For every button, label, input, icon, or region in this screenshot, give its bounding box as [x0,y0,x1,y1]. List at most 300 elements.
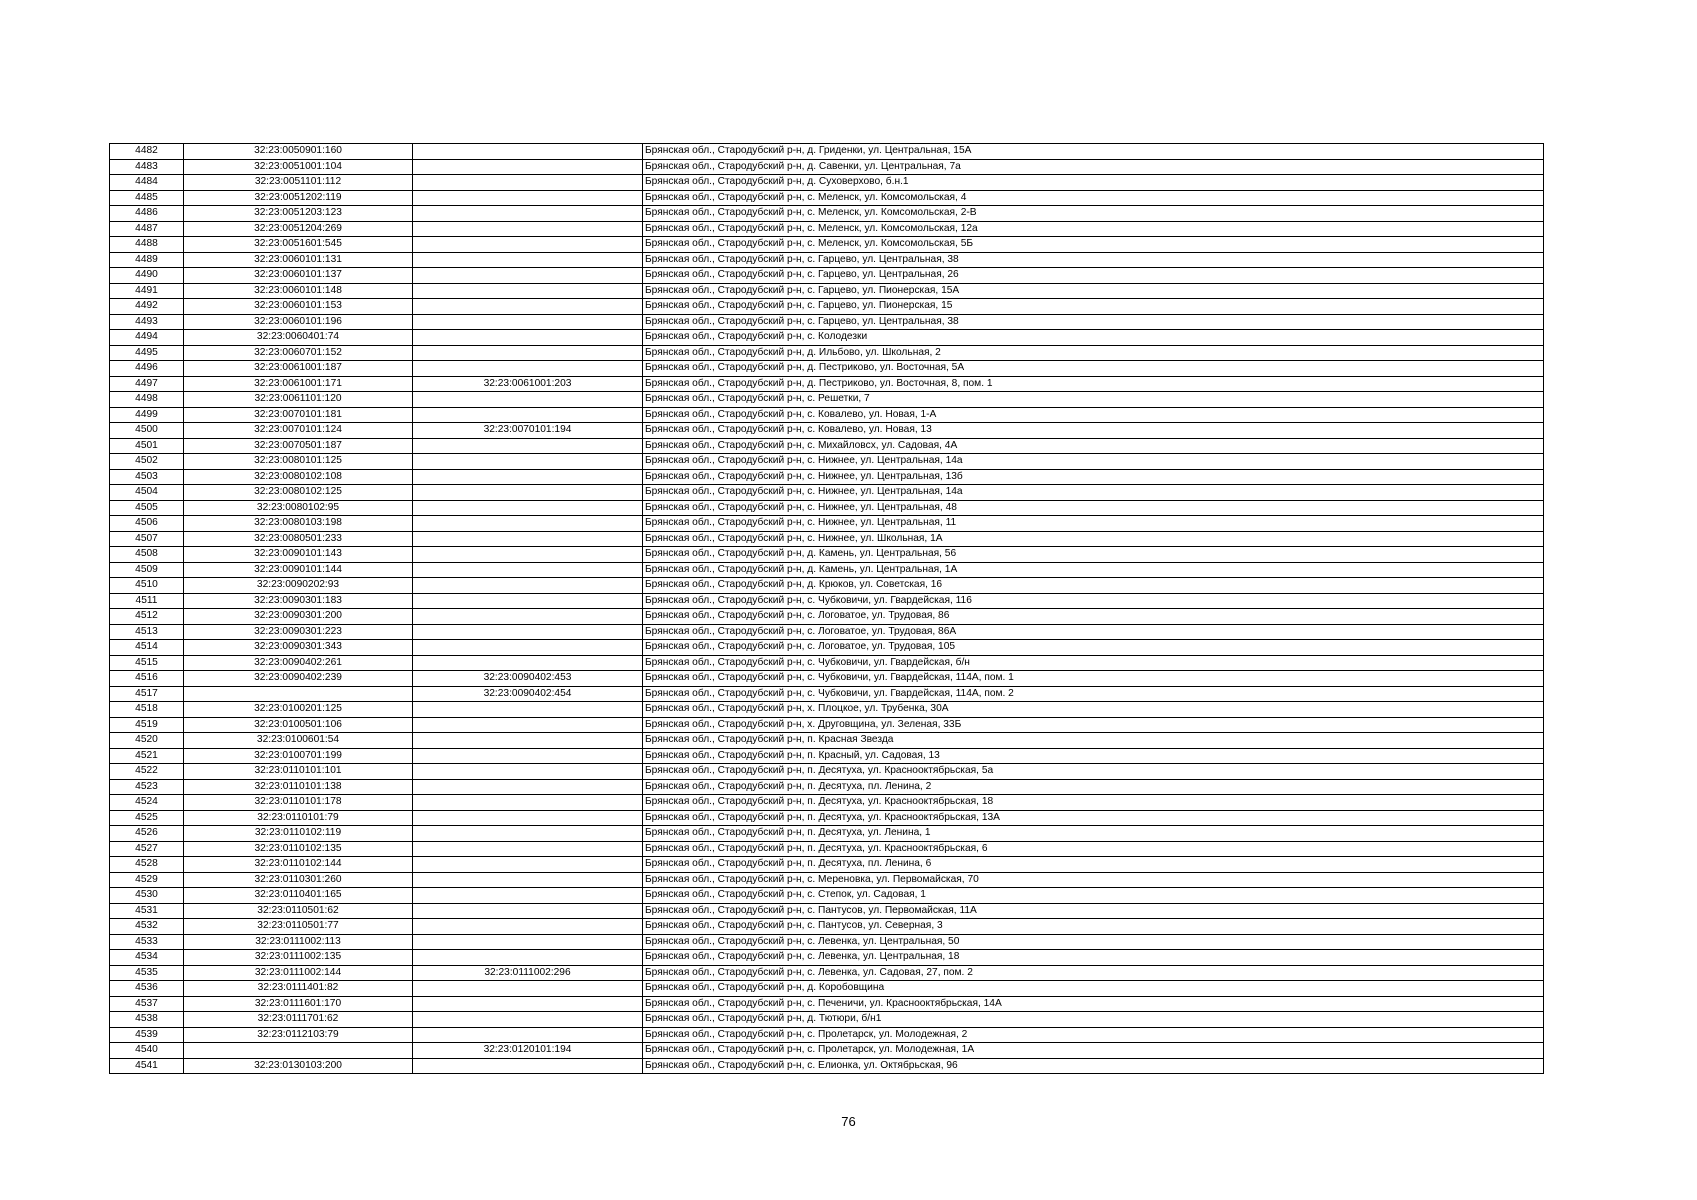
row-number-cell: 4510 [110,578,184,594]
cadastral-number-cell: 32:23:0110501:77 [184,919,413,935]
table-row [110,1058,1544,1074]
cadastral-number-cell: 32:23:0050901:160 [184,144,413,160]
table-row [110,175,1544,191]
cadastral-number-cell: 32:23:0080501:233 [184,531,413,547]
related-cadastral-number-cell [413,252,643,268]
row-number-cell: 4500 [110,423,184,439]
cadastral-number-cell: 32:23:0110101:101 [184,764,413,780]
cadastral-number-cell: 32:23:0110102:135 [184,841,413,857]
row-number-cell: 4503 [110,469,184,485]
cadastral-number-cell: 32:23:0060101:137 [184,268,413,284]
address-cell: Брянская обл., Стародубский р-н, с. Логоватое, ул. Трудовая, 86 [643,609,1544,625]
table-row [110,919,1544,935]
address-cell: Брянская обл., Стародубский р-н, с. Колодезки [643,330,1544,346]
row-number-cell: 4494 [110,330,184,346]
related-cadastral-number-cell [413,562,643,578]
cadastral-number-cell: 32:23:0110301:260 [184,872,413,888]
row-number-cell: 4508 [110,547,184,563]
cadastral-number-cell: 32:23:0080102:125 [184,485,413,501]
address-cell: Брянская обл., Стародубский р-н, п. Десятуха, ул. Ленина, 1 [643,826,1544,842]
cadastral-number-cell: 32:23:0110101:178 [184,795,413,811]
address-cell: Брянская обл., Стародубский р-н, с. Ковалево, ул. Новая, 1-А [643,407,1544,423]
row-number-cell: 4509 [110,562,184,578]
cadastral-number-cell: 32:23:0080101:125 [184,454,413,470]
table-row [110,237,1544,253]
related-cadastral-number-cell [413,919,643,935]
cadastral-number-cell: 32:23:0111601:170 [184,996,413,1012]
row-number-cell: 4484 [110,175,184,191]
cadastral-number-cell: 32:23:0090301:223 [184,624,413,640]
row-number-cell: 4530 [110,888,184,904]
related-cadastral-number-cell [413,888,643,904]
table-row [110,655,1544,671]
cadastral-number-cell: 32:23:0090301:343 [184,640,413,656]
row-number-cell: 4535 [110,965,184,981]
row-number-cell: 4534 [110,950,184,966]
cadastral-number-cell: 32:23:0080103:198 [184,516,413,532]
address-cell: Брянская обл., Стародубский р-н, п. Десятуха, пл. Ленина, 6 [643,857,1544,873]
address-cell: Брянская обл., Стародубский р-н, с. Нижнее, ул. Центральная, 11 [643,516,1544,532]
row-number-cell: 4540 [110,1043,184,1059]
related-cadastral-number-cell: 32:23:0120101:194 [413,1043,643,1059]
row-number-cell: 4493 [110,314,184,330]
table-row [110,1027,1544,1043]
row-number-cell: 4506 [110,516,184,532]
cadastral-number-cell: 32:23:0060401:74 [184,330,413,346]
address-cell: Брянская обл., Стародубский р-н, д. Крюков, ул. Советская, 16 [643,578,1544,594]
table-row [110,206,1544,222]
row-number-cell: 4487 [110,221,184,237]
cadastral-number-cell: 32:23:0110101:79 [184,810,413,826]
row-number-cell: 4482 [110,144,184,160]
related-cadastral-number-cell [413,268,643,284]
table-row [110,438,1544,454]
related-cadastral-number-cell [413,500,643,516]
table-row [110,857,1544,873]
table-row [110,485,1544,501]
address-cell: Брянская обл., Стародубский р-н, с. Степок, ул. Садовая, 1 [643,888,1544,904]
address-cell: Брянская обл., Стародубский р-н, с. Чубковичи, ул. Гвардейская, б/н [643,655,1544,671]
cadastral-number-cell: 32:23:0051203:123 [184,206,413,222]
table-row [110,345,1544,361]
cadastral-number-cell: 32:23:0111401:82 [184,981,413,997]
related-cadastral-number-cell [413,717,643,733]
cadastral-number-cell: 32:23:0112103:79 [184,1027,413,1043]
address-cell: Брянская обл., Стародубский р-н, с. Михайловсх, ул. Садовая, 4А [643,438,1544,454]
table-row [110,996,1544,1012]
table-row [110,144,1544,160]
address-cell: Брянская обл., Стародубский р-н, п. Десятуха, пл. Ленина, 2 [643,779,1544,795]
table-row [110,562,1544,578]
cadastral-number-cell: 32:23:0070101:181 [184,407,413,423]
related-cadastral-number-cell [413,485,643,501]
related-cadastral-number-cell: 32:23:0090402:453 [413,671,643,687]
related-cadastral-number-cell [413,981,643,997]
cadastral-number-cell [184,686,413,702]
table-row [110,593,1544,609]
cadastral-number-cell [184,1043,413,1059]
related-cadastral-number-cell [413,779,643,795]
cadastral-number-cell: 32:23:0051204:269 [184,221,413,237]
table-row [110,779,1544,795]
address-cell: Брянская обл., Стародубский р-н, с. Нижнее, ул. Центральная, 48 [643,500,1544,516]
cadastral-number-cell: 32:23:0080102:108 [184,469,413,485]
address-cell: Брянская обл., Стародубский р-н, с. Нижнее, ул. Школьная, 1А [643,531,1544,547]
row-number-cell: 4491 [110,283,184,299]
row-number-cell: 4502 [110,454,184,470]
row-number-cell: 4516 [110,671,184,687]
row-number-cell: 4483 [110,159,184,175]
address-cell: Брянская обл., Стародубский р-н, д. Камень, ул. Центральная, 1А [643,562,1544,578]
related-cadastral-number-cell [413,547,643,563]
address-cell: Брянская обл., Стародубский р-н, д. Савенки, ул. Центральная, 7а [643,159,1544,175]
table-row [110,872,1544,888]
table-row [110,190,1544,206]
related-cadastral-number-cell [413,407,643,423]
page-number: 76 [841,1114,856,1129]
address-cell: Брянская обл., Стародубский р-н, с. Гарцево, ул. Центральная, 38 [643,314,1544,330]
address-cell: Брянская обл., Стародубский р-н, д. Пестриково, ул. Восточная, 8, пом. 1 [643,376,1544,392]
address-cell: Брянская обл., Стародубский р-н, с. Чубковичи, ул. Гвардейская, 116 [643,593,1544,609]
related-cadastral-number-cell [413,640,643,656]
cadastral-number-cell: 32:23:0110501:62 [184,903,413,919]
row-number-cell: 4515 [110,655,184,671]
cadastral-number-cell: 32:23:0090301:200 [184,609,413,625]
address-cell: Брянская обл., Стародубский р-н, с. Меленск, ул. Комсомольская, 4 [643,190,1544,206]
related-cadastral-number-cell [413,733,643,749]
row-number-cell: 4504 [110,485,184,501]
address-cell: Брянская обл., Стародубский р-н, с. Гарцево, ул. Центральная, 38 [643,252,1544,268]
table-row [110,1012,1544,1028]
address-cell: Брянская обл., Стародубский р-н, с. Левенка, ул. Центральная, 18 [643,950,1544,966]
cadastral-number-cell: 32:23:0051101:112 [184,175,413,191]
row-number-cell: 4498 [110,392,184,408]
related-cadastral-number-cell [413,624,643,640]
cadastral-number-cell: 32:23:0090202:93 [184,578,413,594]
row-number-cell: 4488 [110,237,184,253]
related-cadastral-number-cell [413,283,643,299]
cadastral-number-cell: 32:23:0061101:120 [184,392,413,408]
row-number-cell: 4532 [110,919,184,935]
address-cell: Брянская обл., Стародубский р-н, с. Меленск, ул. Комсомольская, 2-В [643,206,1544,222]
table-row [110,950,1544,966]
related-cadastral-number-cell [413,841,643,857]
address-cell: Брянская обл., Стародубский р-н, п. Десятуха, ул. Краснооктябрьская, 6 [643,841,1544,857]
row-number-cell: 4514 [110,640,184,656]
related-cadastral-number-cell: 32:23:0070101:194 [413,423,643,439]
table-row [110,376,1544,392]
table-row [110,810,1544,826]
table-row [110,516,1544,532]
row-number-cell: 4507 [110,531,184,547]
row-number-cell: 4528 [110,857,184,873]
related-cadastral-number-cell: 32:23:0061001:203 [413,376,643,392]
address-cell: Брянская обл., Стародубский р-н, с. Нижнее, ул. Центральная, 14а [643,454,1544,470]
property-table [109,143,1544,1074]
cadastral-number-cell: 32:23:0060101:131 [184,252,413,268]
cadastral-number-cell: 32:23:0090402:239 [184,671,413,687]
table-row [110,717,1544,733]
address-cell: Брянская обл., Стародубский р-н, с. Меленск, ул. Комсомольская, 5Б [643,237,1544,253]
row-number-cell: 4536 [110,981,184,997]
row-number-cell: 4541 [110,1058,184,1074]
address-cell: Брянская обл., Стародубский р-н, с. Гарцево, ул. Пионерская, 15А [643,283,1544,299]
row-number-cell: 4523 [110,779,184,795]
table-row [110,748,1544,764]
address-cell: Брянская обл., Стародубский р-н, д. Камень, ул. Центральная, 56 [643,547,1544,563]
related-cadastral-number-cell [413,531,643,547]
row-number-cell: 4517 [110,686,184,702]
table-row [110,702,1544,718]
cadastral-number-cell: 32:23:0110401:165 [184,888,413,904]
related-cadastral-number-cell [413,144,643,160]
address-cell: Брянская обл., Стародубский р-н, с. Нижнее, ул. Центральная, 14а [643,485,1544,501]
address-cell: Брянская обл., Стародубский р-н, с. Пролетарск, ул. Молодежная, 2 [643,1027,1544,1043]
address-cell: Брянская обл., Стародубский р-н, с. Печеничи, ул. Краснооктябрьская, 14А [643,996,1544,1012]
address-cell: Брянская обл., Стародубский р-н, п. Десятуха, ул. Краснооктябрьская, 5а [643,764,1544,780]
row-number-cell: 4505 [110,500,184,516]
address-cell: Брянская обл., Стародубский р-н, с. Логоватое, ул. Трудовая, 105 [643,640,1544,656]
table-row [110,624,1544,640]
row-number-cell: 4519 [110,717,184,733]
related-cadastral-number-cell [413,934,643,950]
address-cell: Брянская обл., Стародубский р-н, п. Десятуха, ул. Краснооктябрьская, 13А [643,810,1544,826]
table-row [110,314,1544,330]
table-row [110,903,1544,919]
address-cell: Брянская обл., Стародубский р-н, д. Ильбово, ул. Школьная, 2 [643,345,1544,361]
address-cell: Брянская обл., Стародубский р-н, с. Елионка, ул. Октябрьская, 96 [643,1058,1544,1074]
related-cadastral-number-cell [413,206,643,222]
table-row [110,671,1544,687]
cadastral-number-cell: 32:23:0111002:144 [184,965,413,981]
table-row [110,454,1544,470]
address-cell: Брянская обл., Стародубский р-н, п. Десятуха, ул. Краснооктябрьская, 18 [643,795,1544,811]
table-row [110,981,1544,997]
table-row [110,826,1544,842]
table-row [110,221,1544,237]
related-cadastral-number-cell [413,314,643,330]
cadastral-number-cell: 32:23:0060101:148 [184,283,413,299]
cadastral-number-cell: 32:23:0110102:144 [184,857,413,873]
related-cadastral-number-cell [413,903,643,919]
table-row [110,547,1544,563]
row-number-cell: 4513 [110,624,184,640]
related-cadastral-number-cell [413,795,643,811]
address-cell: Брянская обл., Стародубский р-н, д. Пестриково, ул. Восточная, 5А [643,361,1544,377]
cadastral-number-cell: 32:23:0090301:183 [184,593,413,609]
cadastral-number-cell: 32:23:0100501:106 [184,717,413,733]
table-row [110,252,1544,268]
related-cadastral-number-cell [413,578,643,594]
cadastral-number-cell: 32:23:0051202:119 [184,190,413,206]
cadastral-number-cell: 32:23:0070101:124 [184,423,413,439]
table-row [110,934,1544,950]
row-number-cell: 4522 [110,764,184,780]
table-row [110,686,1544,702]
cadastral-number-cell: 32:23:0060701:152 [184,345,413,361]
row-number-cell: 4538 [110,1012,184,1028]
table-row [110,841,1544,857]
cadastral-number-cell: 32:23:0061001:187 [184,361,413,377]
address-cell: Брянская обл., Стародубский р-н, с. Чубковичи, ул. Гвардейская, 114А, пом. 1 [643,671,1544,687]
related-cadastral-number-cell: 32:23:0111002:296 [413,965,643,981]
address-cell: Брянская обл., Стародубский р-н, с. Нижнее, ул. Центральная, 13б [643,469,1544,485]
related-cadastral-number-cell [413,826,643,842]
table-row [110,531,1544,547]
row-number-cell: 4521 [110,748,184,764]
row-number-cell: 4512 [110,609,184,625]
address-cell: Брянская обл., Стародубский р-н, с. Левенка, ул. Садовая, 27, пом. 2 [643,965,1544,981]
row-number-cell: 4511 [110,593,184,609]
cadastral-number-cell: 32:23:0130103:200 [184,1058,413,1074]
cadastral-number-cell: 32:23:0080102:95 [184,500,413,516]
related-cadastral-number-cell [413,857,643,873]
cadastral-number-cell: 32:23:0051601:545 [184,237,413,253]
cadastral-number-cell: 32:23:0111002:113 [184,934,413,950]
address-cell: Брянская обл., Стародубский р-н, с. Пролетарск, ул. Молодежная, 1А [643,1043,1544,1059]
row-number-cell: 4531 [110,903,184,919]
address-cell: Брянская обл., Стародубский р-н, д. Коробовщина [643,981,1544,997]
related-cadastral-number-cell [413,996,643,1012]
related-cadastral-number-cell [413,1027,643,1043]
address-cell: Брянская обл., Стародубский р-н, с. Пантусов, ул. Северная, 3 [643,919,1544,935]
row-number-cell: 4490 [110,268,184,284]
cadastral-number-cell: 32:23:0100201:125 [184,702,413,718]
table-row [110,392,1544,408]
table-row [110,423,1544,439]
row-number-cell: 4485 [110,190,184,206]
related-cadastral-number-cell [413,190,643,206]
related-cadastral-number-cell [413,748,643,764]
table-row [110,1043,1544,1059]
row-number-cell: 4518 [110,702,184,718]
row-number-cell: 4492 [110,299,184,315]
related-cadastral-number-cell [413,454,643,470]
related-cadastral-number-cell [413,609,643,625]
related-cadastral-number-cell [413,1012,643,1028]
address-cell: Брянская обл., Стародубский р-н, с. Ковалево, ул. Новая, 13 [643,423,1544,439]
related-cadastral-number-cell [413,655,643,671]
related-cadastral-number-cell [413,810,643,826]
address-cell: Брянская обл., Стародубский р-н, с. Левенка, ул. Центральная, 50 [643,934,1544,950]
related-cadastral-number-cell: 32:23:0090402:454 [413,686,643,702]
related-cadastral-number-cell [413,237,643,253]
cadastral-number-cell: 32:23:0110101:138 [184,779,413,795]
row-number-cell: 4537 [110,996,184,1012]
cadastral-number-cell: 32:23:0060101:153 [184,299,413,315]
table-row [110,159,1544,175]
cadastral-number-cell: 32:23:0051001:104 [184,159,413,175]
row-number-cell: 4525 [110,810,184,826]
table-row [110,268,1544,284]
related-cadastral-number-cell [413,159,643,175]
cadastral-number-cell: 32:23:0100701:199 [184,748,413,764]
table-row [110,469,1544,485]
related-cadastral-number-cell [413,330,643,346]
row-number-cell: 4486 [110,206,184,222]
cadastral-number-cell: 32:23:0061001:171 [184,376,413,392]
table-row [110,640,1544,656]
address-cell: Брянская обл., Стародубский р-н, с. Пантусов, ул. Первомайская, 11А [643,903,1544,919]
address-cell: Брянская обл., Стародубский р-н, с. Логоватое, ул. Трудовая, 86А [643,624,1544,640]
table-row [110,733,1544,749]
related-cadastral-number-cell [413,469,643,485]
address-cell: Брянская обл., Стародубский р-н, п. Красный, ул. Садовая, 13 [643,748,1544,764]
cadastral-number-cell: 32:23:0090402:261 [184,655,413,671]
row-number-cell: 4529 [110,872,184,888]
related-cadastral-number-cell [413,1058,643,1074]
cadastral-number-cell: 32:23:0090101:144 [184,562,413,578]
row-number-cell: 4527 [110,841,184,857]
address-cell: Брянская обл., Стародубский р-н, д. Суховерхово, б.н.1 [643,175,1544,191]
address-cell: Брянская обл., Стародубский р-н, п. Красная Звезда [643,733,1544,749]
related-cadastral-number-cell [413,221,643,237]
table-row [110,764,1544,780]
address-cell: Брянская обл., Стародубский р-н, с. Чубковичи, ул. Гвардейская, 114А, пом. 2 [643,686,1544,702]
table-row [110,888,1544,904]
table-row [110,361,1544,377]
address-cell: Брянская обл., Стародубский р-н, д. Тютюри, б/н1 [643,1012,1544,1028]
row-number-cell: 4524 [110,795,184,811]
related-cadastral-number-cell [413,593,643,609]
address-cell: Брянская обл., Стародубский р-н, х. Плоцкое, ул. Трубенка, 30А [643,702,1544,718]
row-number-cell: 4526 [110,826,184,842]
related-cadastral-number-cell [413,175,643,191]
related-cadastral-number-cell [413,299,643,315]
cadastral-number-cell: 32:23:0060101:196 [184,314,413,330]
related-cadastral-number-cell [413,438,643,454]
cadastral-number-cell: 32:23:0111701:62 [184,1012,413,1028]
address-cell: Брянская обл., Стародубский р-н, с. Решетки, 7 [643,392,1544,408]
row-number-cell: 4489 [110,252,184,268]
row-number-cell: 4539 [110,1027,184,1043]
cadastral-number-cell: 32:23:0100601:54 [184,733,413,749]
related-cadastral-number-cell [413,516,643,532]
row-number-cell: 4496 [110,361,184,377]
related-cadastral-number-cell [413,950,643,966]
table-row [110,965,1544,981]
related-cadastral-number-cell [413,392,643,408]
related-cadastral-number-cell [413,361,643,377]
table-row [110,283,1544,299]
table-row [110,609,1544,625]
address-cell: Брянская обл., Стародубский р-н, с. Мереновка, ул. Первомайская, 70 [643,872,1544,888]
table-row [110,299,1544,315]
row-number-cell: 4497 [110,376,184,392]
row-number-cell: 4495 [110,345,184,361]
row-number-cell: 4520 [110,733,184,749]
related-cadastral-number-cell [413,872,643,888]
table-row [110,500,1544,516]
table-row [110,407,1544,423]
address-cell: Брянская обл., Стародубский р-н, с. Меленск, ул. Комсомольская, 12а [643,221,1544,237]
row-number-cell: 4499 [110,407,184,423]
table-row [110,795,1544,811]
cadastral-number-cell: 32:23:0110102:119 [184,826,413,842]
row-number-cell: 4501 [110,438,184,454]
address-cell: Брянская обл., Стародубский р-н, с. Гарцево, ул. Центральная, 26 [643,268,1544,284]
table-row [110,578,1544,594]
related-cadastral-number-cell [413,764,643,780]
row-number-cell: 4533 [110,934,184,950]
related-cadastral-number-cell [413,345,643,361]
table-row [110,330,1544,346]
address-cell: Брянская обл., Стародубский р-н, х. Друговщина, ул. Зеленая, 33Б [643,717,1544,733]
address-cell: Брянская обл., Стародубский р-н, с. Гарцево, ул. Пионерская, 15 [643,299,1544,315]
cadastral-number-cell: 32:23:0090101:143 [184,547,413,563]
related-cadastral-number-cell [413,702,643,718]
address-cell: Брянская обл., Стародубский р-н, д. Гриденки, ул. Центральная, 15А [643,144,1544,160]
